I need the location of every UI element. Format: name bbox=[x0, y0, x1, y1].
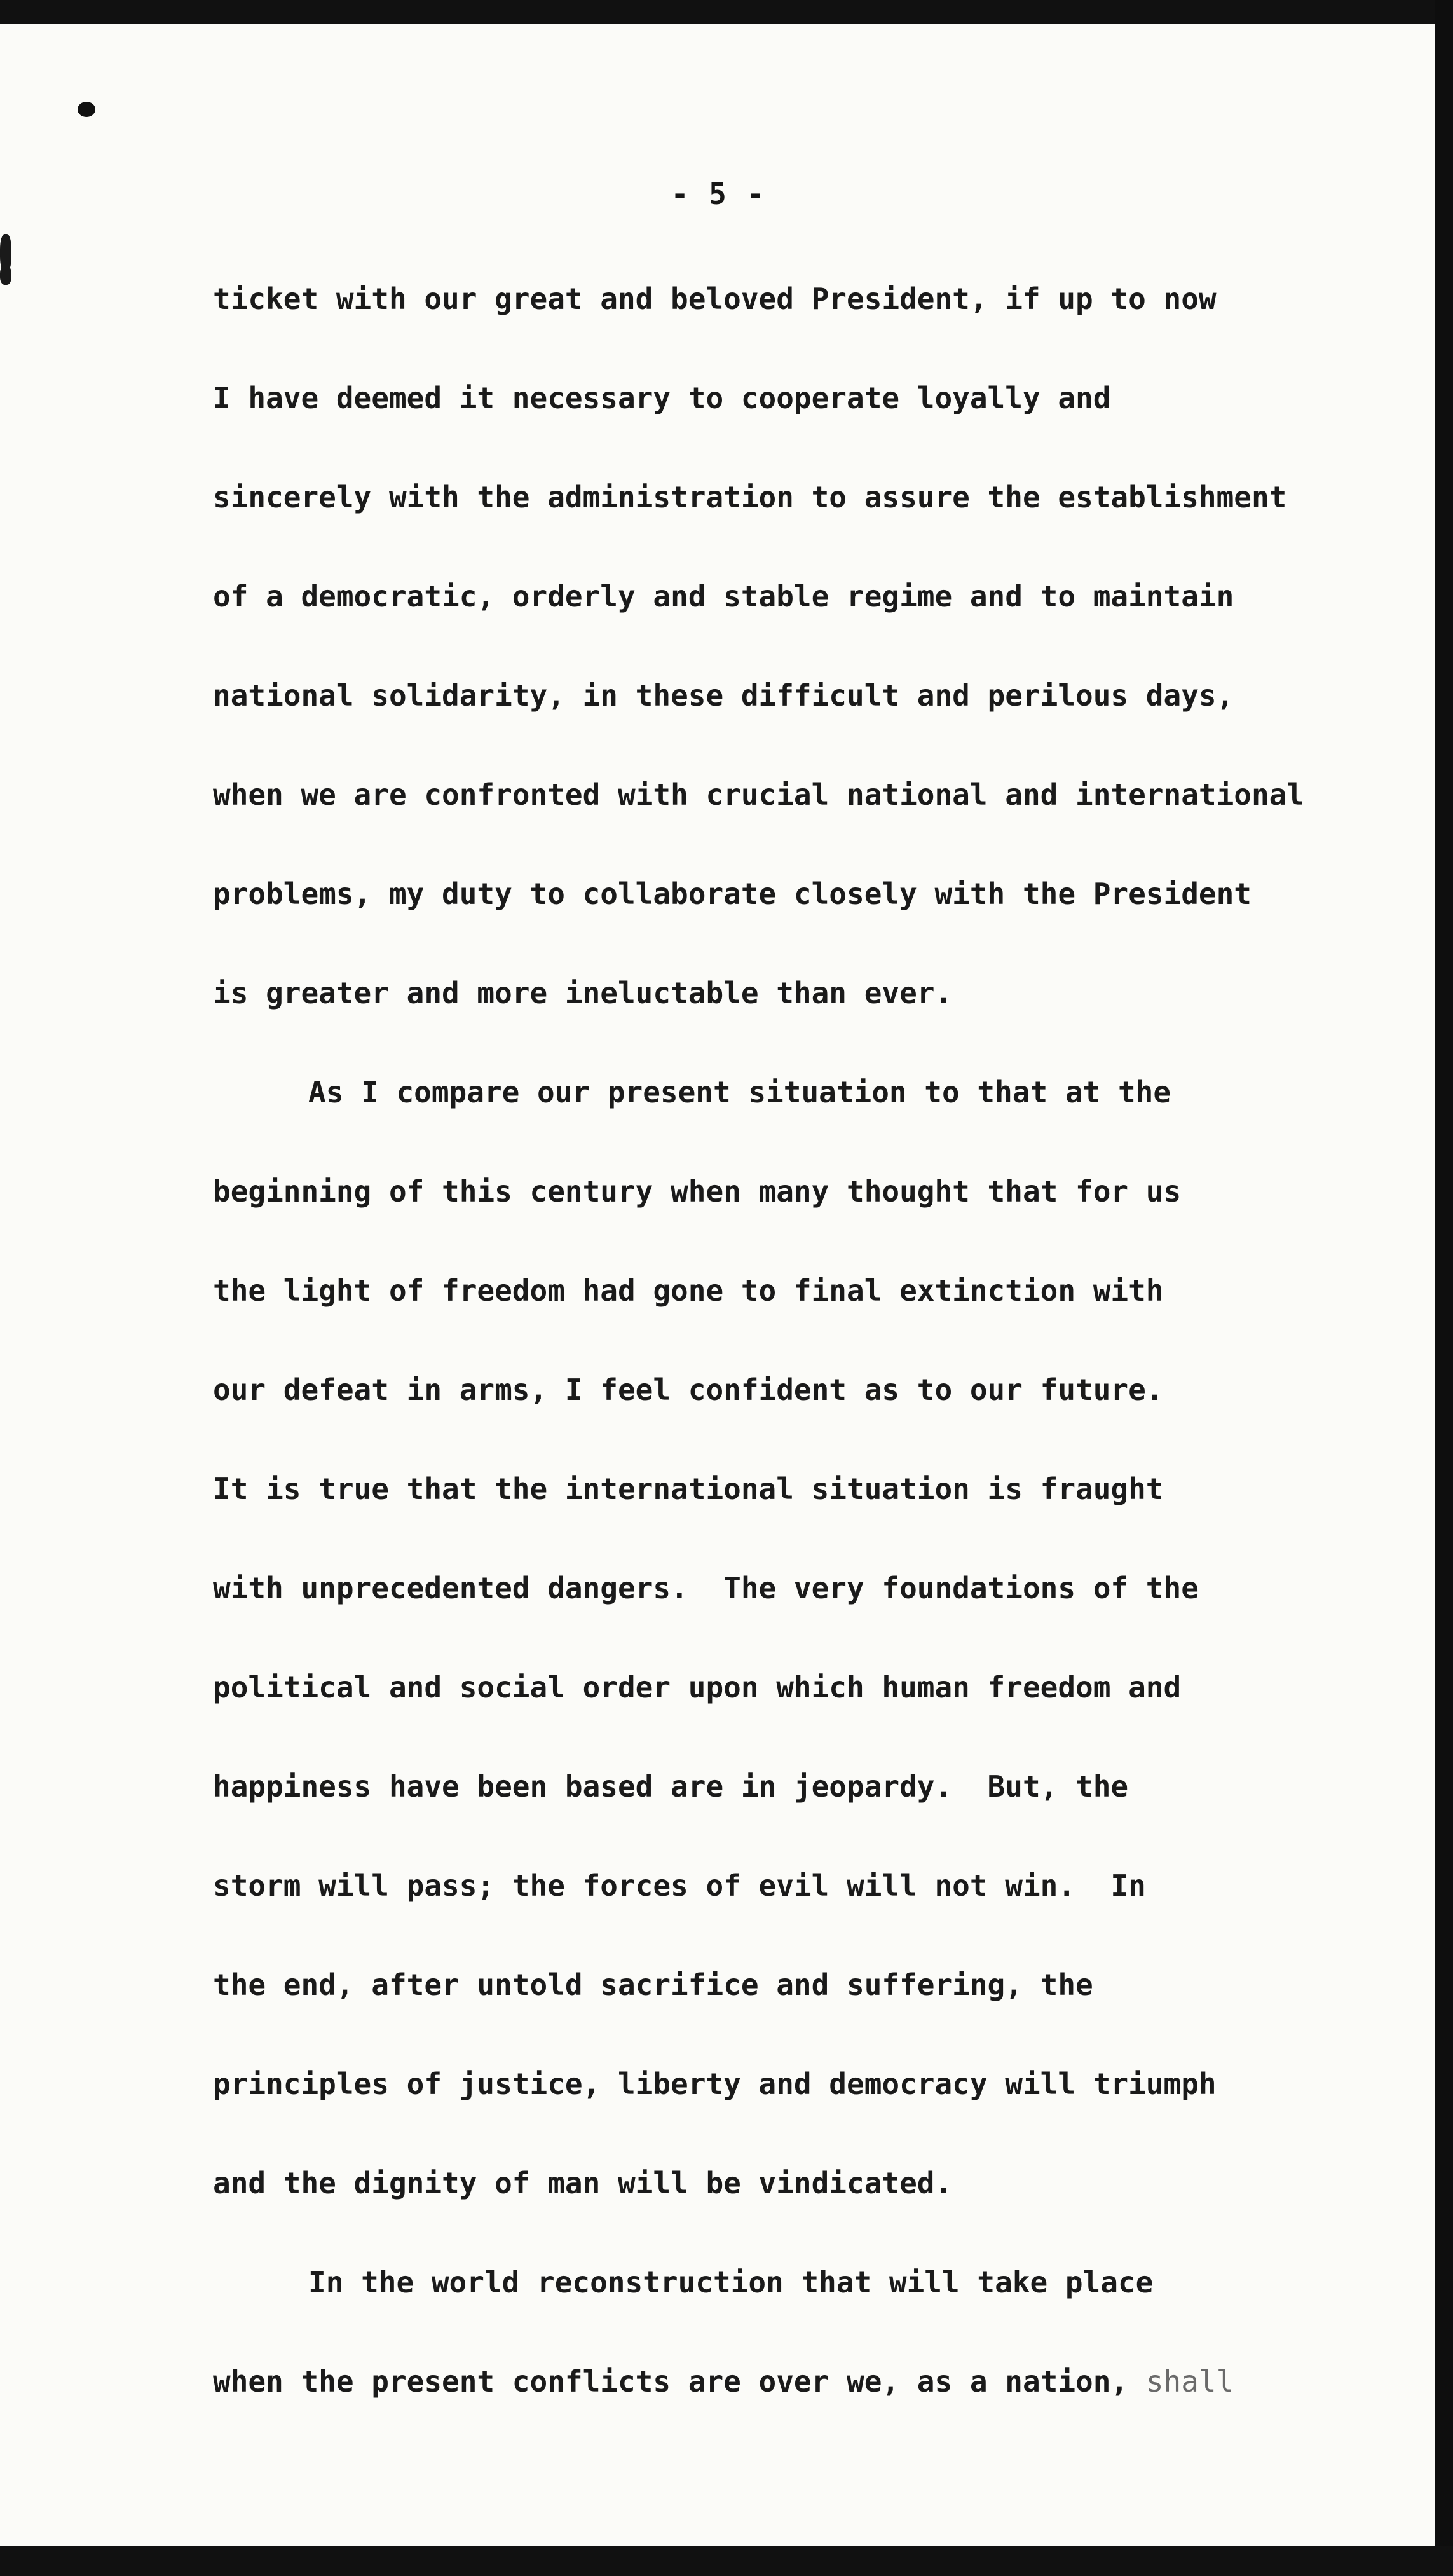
line-text: happiness have been based are in jeopardy. But, the bbox=[213, 1769, 1129, 1804]
line-text: As I compare our present situation to that at the bbox=[308, 1075, 1171, 1109]
text-line bbox=[213, 2065, 1304, 2164]
line-text: ticket with our great and beloved President, if up to now bbox=[213, 282, 1217, 316]
document-body bbox=[213, 280, 1304, 2462]
text-line bbox=[213, 1470, 1304, 1569]
text-line bbox=[213, 1767, 1304, 1867]
text-line bbox=[213, 2164, 1304, 2263]
line-text: political and social order upon which human freedom and bbox=[213, 1670, 1182, 1704]
line-text: I have deemed it necessary to cooperate loyally and bbox=[213, 381, 1111, 415]
punch-hole bbox=[78, 102, 95, 117]
text-line bbox=[213, 1073, 1304, 1172]
text-line bbox=[213, 875, 1304, 974]
text-line bbox=[213, 2263, 1304, 2362]
text-line bbox=[213, 478, 1304, 577]
text-line bbox=[213, 1271, 1304, 1371]
line-text: It is true that the international situation is fraught bbox=[213, 1472, 1164, 1506]
text-line bbox=[213, 1172, 1304, 1271]
line-text: with unprecedented dangers. The very foundations of the bbox=[213, 1571, 1199, 1605]
text-line bbox=[213, 776, 1304, 875]
text-line bbox=[213, 1867, 1304, 1966]
line-text: and the dignity of man will be vindicated. bbox=[213, 2166, 953, 2200]
text-line bbox=[213, 280, 1304, 379]
text-line bbox=[213, 379, 1304, 478]
line-text: sincerely with the administration to assure the establishment bbox=[213, 480, 1287, 514]
line-text: principles of justice, liberty and democracy will triumph bbox=[213, 2067, 1217, 2101]
line-text: beginning of this century when many thought that for us bbox=[213, 1174, 1182, 1209]
text-line bbox=[213, 1966, 1304, 2065]
scan-border-right bbox=[1435, 0, 1453, 2576]
page-number: - 5 - bbox=[671, 177, 766, 211]
line-text: problems, my duty to collaborate closely with the President bbox=[213, 877, 1252, 911]
text-line bbox=[213, 577, 1304, 676]
line-text: when the present conflicts are over we, as a nation, bbox=[213, 2364, 1129, 2399]
scan-border-bottom bbox=[0, 2546, 1453, 2576]
line-text: when we are confronted with crucial national and international bbox=[213, 778, 1305, 812]
line-text: our defeat in arms, I feel confident as to our future. bbox=[213, 1373, 1164, 1407]
line-text: national solidarity, in these difficult and perilous days, bbox=[213, 678, 1234, 713]
text-line bbox=[213, 1371, 1304, 1470]
text-line bbox=[213, 974, 1304, 1073]
line-text: the end, after untold sacrifice and suffering, the bbox=[213, 1968, 1093, 2002]
line-text: the light of freedom had gone to final extinction with bbox=[213, 1273, 1164, 1308]
scan-border-top bbox=[0, 0, 1453, 25]
line-text: is greater and more ineluctable than ever. bbox=[213, 976, 953, 1010]
text-line bbox=[213, 2362, 1304, 2462]
edge-mark bbox=[0, 266, 11, 285]
line-text: of a democratic, orderly and stable regime and to maintain bbox=[213, 579, 1234, 613]
line-text: In the world reconstruction that will take place bbox=[308, 2265, 1154, 2299]
text-line bbox=[213, 676, 1304, 776]
line-tail-text: shall bbox=[1145, 2364, 1234, 2399]
text-line bbox=[213, 1569, 1304, 1668]
text-line bbox=[213, 1668, 1304, 1767]
line-text: storm will pass; the forces of evil will not win. In bbox=[213, 1868, 1146, 1903]
